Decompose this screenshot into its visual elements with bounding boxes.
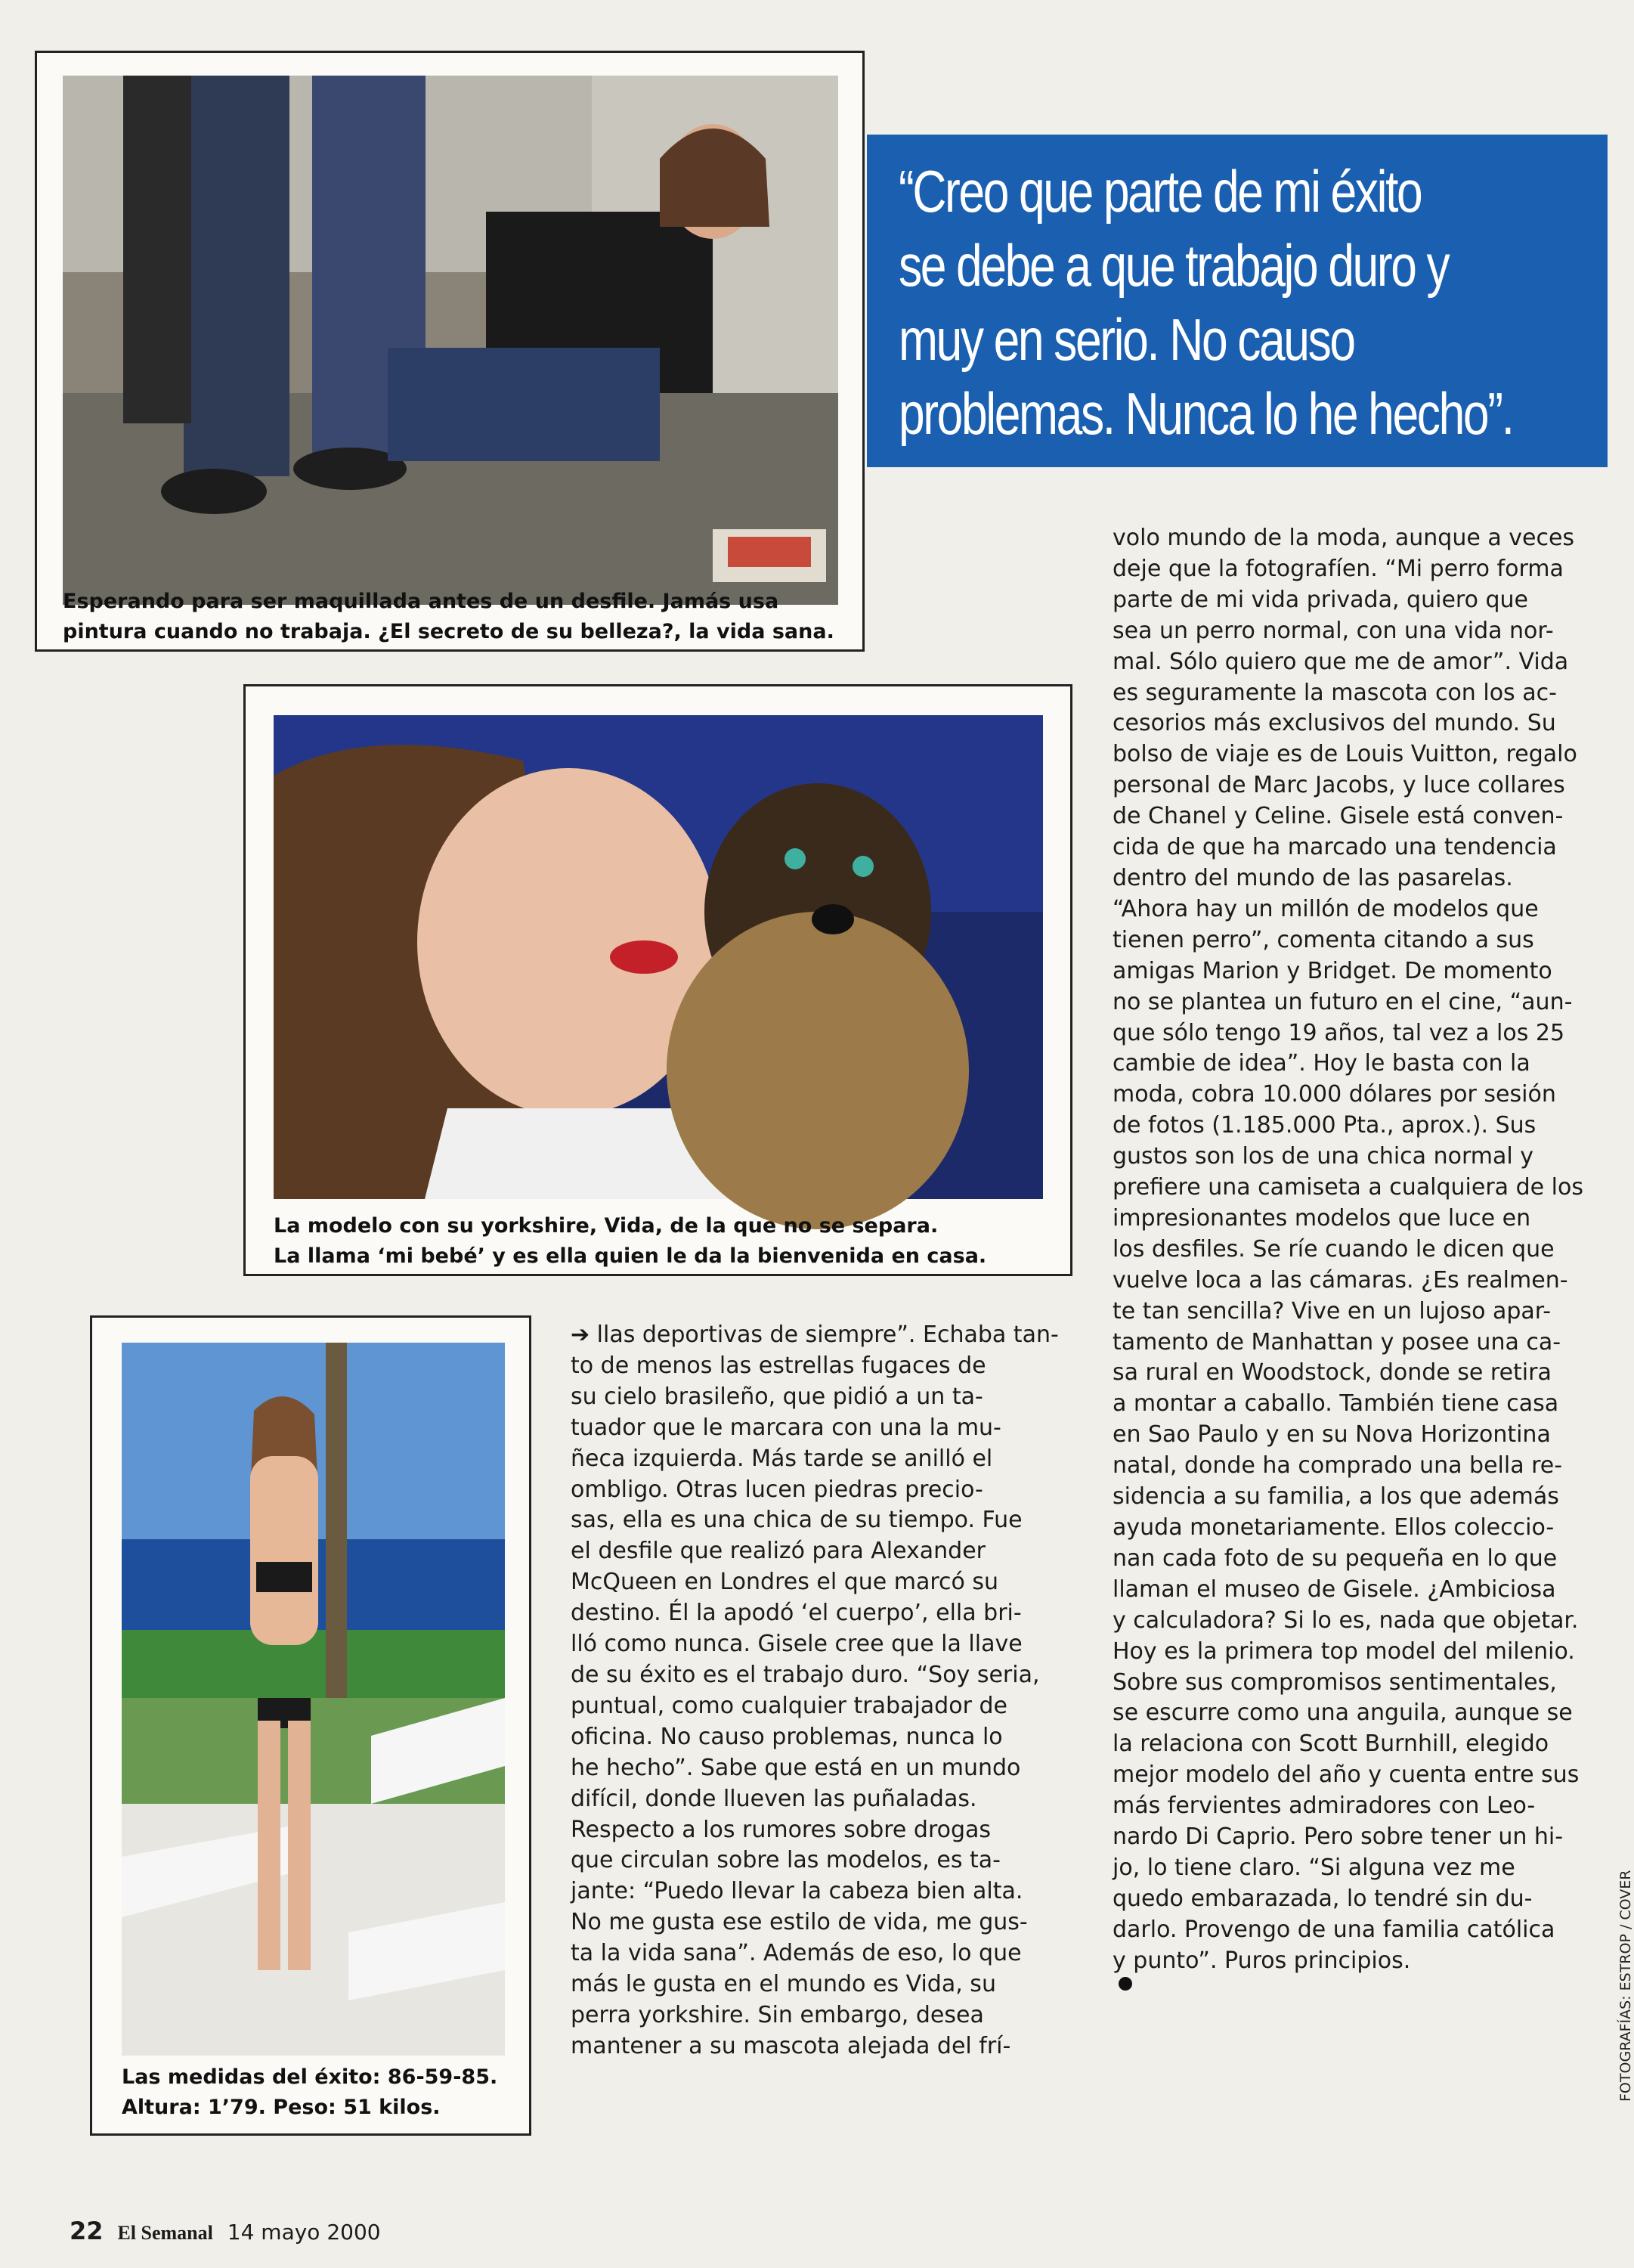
text-line: Sobre sus compromisos sentimentales, [1113, 1668, 1557, 1696]
text-line: y punto”. Puros principios. [1113, 1947, 1411, 1974]
text-line: su cielo brasileño, que pidió a un ta- [571, 1383, 983, 1410]
text-line: cida de que ha marcado una tendencia [1113, 834, 1557, 861]
text-line: bolso de viaje es de Louis Vuitton, regalo [1113, 741, 1577, 768]
text-line: McQueen en Londres el que marcó su [571, 1569, 999, 1596]
article-column-middle [571, 1320, 1059, 2062]
text-line: nardo Di Caprio. Pero sobre tener un hi- [1113, 1823, 1564, 1851]
text-line: parte de mi vida privada, quiero que [1113, 586, 1528, 613]
magazine-name: El Semanal [117, 2222, 213, 2244]
text-line: prefiere una camiseta a cualquiera de los [1113, 1174, 1583, 1201]
text-line: sea un perro normal, con una vida nor- [1113, 617, 1554, 644]
caption-line: Altura: 1’79. Peso: 51 kilos. [122, 2096, 441, 2119]
photo-caption-backstage [63, 587, 834, 647]
text-line: destino. Él la apodó ‘el cuerpo’, ella bri- [571, 1600, 1022, 1627]
text-line: de su éxito es el trabajo duro. “Soy seria, [571, 1661, 1040, 1688]
text-line: nan cada foto de su pequeña en lo que [1113, 1545, 1558, 1572]
text-line: impresionantes modelos que luce en [1113, 1204, 1531, 1232]
text-line: jo, lo tiene claro. “Si alguna vez me [1113, 1854, 1515, 1881]
photo-credit: FOTOGRAFÍAS: ESTROP / COVER [1617, 1870, 1634, 2102]
caption-line: pintura cuando no trabaja. ¿El secreto de su belleza?, la vida sana. [63, 620, 834, 643]
text-line: vuelve loca a las cámaras. ¿Es realmen- [1113, 1266, 1568, 1294]
text-line: ñeca izquierda. Más tarde se anilló el [571, 1445, 993, 1472]
photo-frame-yorkshire [243, 684, 1072, 1276]
text-line: y calculadora? Si lo es, nada que objetar. [1113, 1606, 1579, 1634]
photo-caption-beach [122, 2062, 497, 2123]
text-line: de fotos (1.185.000 Pta., aprox.). Sus [1113, 1112, 1537, 1139]
text-line: dentro del mundo de las pasarelas. [1113, 864, 1513, 891]
text-line: Hoy es la primera top model del milenio. [1113, 1637, 1575, 1665]
text-line: que sólo tengo 19 años, tal vez a los 25 [1113, 1019, 1565, 1046]
text-line: jante: “Puedo llevar la cabeza bien alta. [571, 1878, 1023, 1905]
text-line: el desfile que realizó para Alexander [571, 1538, 986, 1565]
text-line: gustos son los de una chica normal y [1113, 1143, 1534, 1170]
text-line: sas, ella es una chica de su tiempo. Fue [571, 1507, 1023, 1534]
photo-yorkshire [274, 715, 1043, 1199]
text-line: Respecto a los rumores sobre drogas [571, 1816, 992, 1843]
text-line: tuador que le marcara con una la mu- [571, 1414, 1001, 1441]
text-line: se escurre como una anguila, aunque se [1113, 1699, 1573, 1727]
text-line: más le gusta en el mundo es Vida, su [571, 1971, 996, 1998]
text-line: es seguramente la mascota con los ac- [1113, 679, 1557, 706]
text-line: lló como nunca. Gisele cree que la llave [571, 1631, 1023, 1658]
text-line-last [1113, 1946, 1583, 1991]
text-line: ayuda monetariamente. Ellos coleccio- [1113, 1514, 1555, 1541]
text-line: mal. Sólo quiero que me de amor”. Vida [1113, 648, 1569, 675]
text-line: cambie de idea”. Hoy le basta con la [1113, 1050, 1530, 1077]
page-number: 22 [70, 2217, 104, 2245]
text-line: deje que la fotografíen. “Mi perro forma [1113, 555, 1564, 582]
text-line: no se plantea un futuro en el cine, “aun- [1113, 988, 1573, 1015]
text-line: tienen perro”, comenta citando a sus [1113, 926, 1534, 953]
text-line: he hecho”. Sabe que está en un mundo [571, 1754, 1021, 1781]
pull-quote-line: se debe a que trabajo duro y [899, 232, 1449, 299]
text-line: llaman el museo de Gisele. ¿Ambiciosa [1113, 1576, 1556, 1603]
text-line: No me gusta ese estilo de vida, me gus- [571, 1909, 1028, 1936]
text-line: volo mundo de la moda, aunque a veces [1113, 525, 1575, 551]
text-line: moda, cobra 10.000 dólares por sesión [1113, 1081, 1556, 1108]
caption-line: Esperando para ser maquillada antes de un desfile. Jamás usa [63, 590, 779, 613]
photo-caption-yorkshire [274, 1211, 986, 1272]
photo-frame-beach [90, 1315, 531, 2136]
text-line: quedo embarazada, lo tendré sin du- [1113, 1885, 1533, 1912]
text-line: tamento de Manhattan y posee una ca- [1113, 1328, 1561, 1356]
text-line: cesorios más exclusivos del mundo. Su [1113, 710, 1556, 737]
text-line: los desfiles. Se ríe cuando le dicen que [1113, 1235, 1555, 1263]
text-line: mantener a su mascota alejada del frí- [571, 2032, 1011, 2059]
text-line: de Chanel y Celine. Gisele está conven- [1113, 803, 1564, 830]
pull-quote-line: muy en serio. No causo [899, 306, 1354, 373]
page-footer [70, 2217, 381, 2245]
caption-line: La llama ‘mi bebé’ y es ella quien le da la bienvenida en casa. [274, 1244, 987, 1268]
photo-beach [122, 1343, 505, 2056]
end-mark-icon [1119, 1977, 1132, 1991]
text-line: ➔ llas deportivas de siempre”. Echaba tan- [571, 1321, 1059, 1348]
text-line: en Sao Paulo y en su Nova Horizontina [1113, 1421, 1551, 1448]
text-line: darlo. Provengo de una familia católica [1113, 1916, 1555, 1943]
text-line: más fervientes admiradores con Leo- [1113, 1792, 1536, 1820]
pull-quote-line: “Creo que parte de mi éxito [899, 158, 1422, 225]
text-line: difícil, donde llueven las puñaladas. [571, 1785, 977, 1812]
caption-line: La modelo con su yorkshire, Vida, de la que no se separa. [274, 1214, 939, 1238]
text-line: personal de Marc Jacobs, y luce collares [1113, 772, 1565, 799]
text-line: ta la vida sana”. Además de eso, lo que [571, 1940, 1022, 1967]
text-line: sa rural en Woodstock, donde se retira [1113, 1359, 1552, 1387]
pull-quote [867, 135, 1608, 467]
text-line: ombligo. Otras lucen piedras precio- [571, 1476, 983, 1503]
article-column-right [1113, 523, 1583, 1991]
text-line: a montar a caballo. También tiene casa [1113, 1390, 1559, 1418]
text-line: que circulan sobre las modelos, es ta- [571, 1847, 1001, 1874]
text-line: sidencia a su familia, a los que además [1113, 1483, 1559, 1510]
text-line: la relaciona con Scott Burnhill, elegido [1113, 1730, 1549, 1758]
text-line: “Ahora hay un millón de modelos que [1113, 895, 1539, 922]
photo-frame-backstage [35, 51, 865, 652]
text-line: natal, donde ha comprado una bella re- [1113, 1452, 1563, 1479]
text-line: perra yorkshire. Sin embargo, desea [571, 2001, 984, 2028]
text-line: mejor modelo del año y cuenta entre sus [1113, 1761, 1580, 1789]
caption-line: Las medidas del éxito: 86-59-85. [122, 2065, 498, 2089]
text-line: amigas Marion y Bridget. De momento [1113, 957, 1552, 984]
photo-backstage [63, 76, 838, 605]
text-line: oficina. No causo problemas, nunca lo [571, 1723, 1003, 1750]
text-line: to de menos las estrellas fugaces de [571, 1352, 986, 1379]
issue-date: 14 mayo 2000 [227, 2220, 381, 2245]
text-line: te tan sencilla? Vive en un lujoso apar- [1113, 1297, 1552, 1325]
text-line: puntual, como cualquier trabajador de [571, 1692, 1007, 1719]
pull-quote-line: problemas. Nunca lo he hecho”. [899, 380, 1513, 447]
